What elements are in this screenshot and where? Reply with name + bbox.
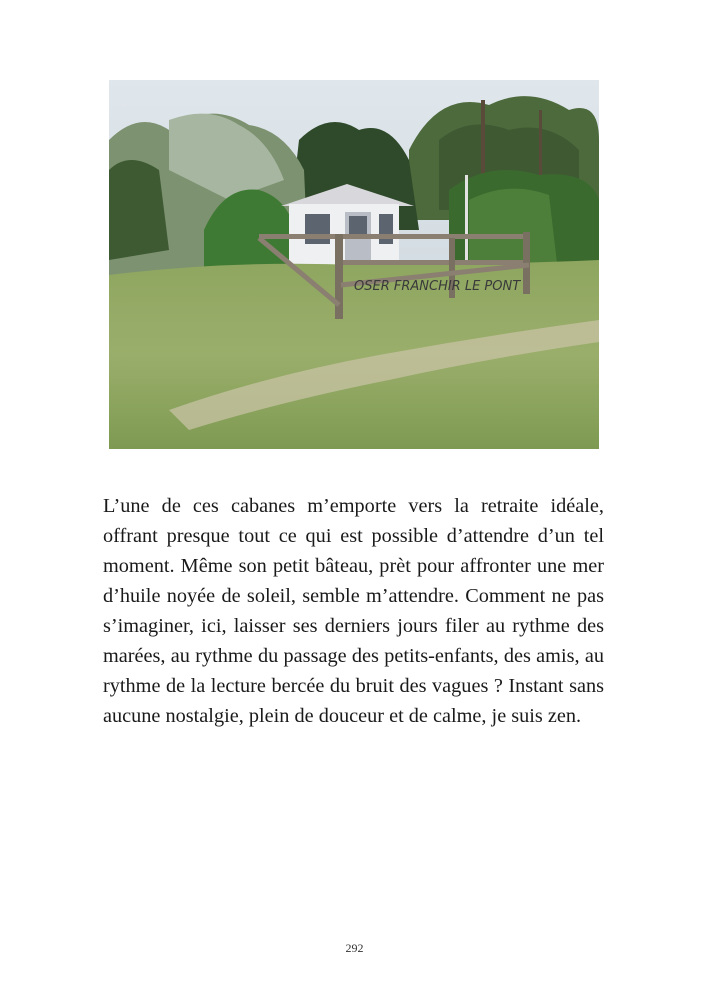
page-number: 292: [345, 941, 364, 955]
beach-hut-photo: [109, 80, 599, 449]
body-paragraph: L’une de ces cabanes m’emporte vers la retraite idéale, offrant presque tout ce qui est possible d’attendre d’un tel moment. Même son petit bâteau, prèt pour affronter une mer d’huile noyée de soleil, semble m’attendre. Comment ne pas s’imaginer, ici, laisser ses derniers jours filer au rythme des marées, au rythme du passage des petits-enfants, des amis, au rythme de la lecture bercée du bruit des vagues ? Instant sans aucune nostalgie, plein de douceur et de calme, je suis zen.: [103, 495, 604, 727]
photo-watermark: OSER FRANCHIR LE PONT: [354, 279, 521, 294]
